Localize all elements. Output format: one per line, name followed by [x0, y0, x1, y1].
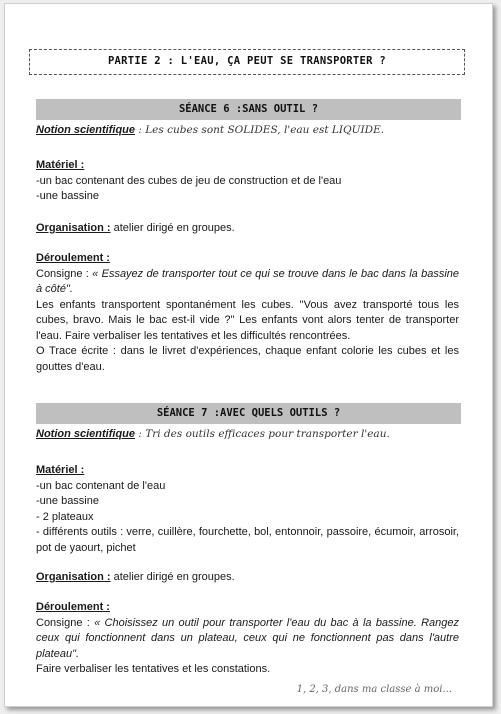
footer-signature: 1, 2, 3, dans ma classe à moi... [296, 684, 452, 695]
consigne [36, 616, 459, 663]
notion-label: Notion scientifique [36, 428, 135, 440]
notion-label: Notion scientifique [36, 124, 135, 136]
part-title: PARTIE 2 : L'EAU, ÇA PEUT SE TRANSPORTER ? [29, 49, 465, 75]
session-6-title: SÉANCE 6 :SANS OUTIL ? [36, 99, 461, 120]
consigne-text: « Choisissez un outil pour transporter l'eau du bac à la bassine. Rangez ceux qui fonctionnent dans un plateau, ceux qui ne fonctionnent pas dans l'autre plateau". [36, 616, 459, 660]
organisation-label: Organisation : [36, 571, 111, 583]
deroulement-label: Déroulement : [36, 601, 110, 613]
session-6-deroulement [36, 251, 459, 375]
trace-ecrite: O Trace écrite : dans le livret d'expériences, chaque enfant colorie les cubes et les gouttes d'eau. [36, 345, 459, 373]
materiel-item: -une bassine [36, 495, 99, 507]
materiel-item: - différents outils : verre, cuillère, fourchette, bol, entonnoir, passoire, écumoir, arrosoir, pot de yaourt, pichet [36, 526, 459, 554]
session-7-title: SÉANCE 7 :AVEC QUELS OUTILS ? [36, 403, 461, 424]
paragraph: Les enfants transportent spontanément les cubes. "Vous avez transporté tous les cubes, bravo. Mais le bac est-il vide ?" Les enfants vont alors tenter de transporter l'eau. Faire verbaliser les tentatives et les difficultés rencontrées. [36, 298, 459, 342]
session-6-organisation [36, 221, 459, 237]
session-7-notion [36, 427, 459, 443]
consigne-text: « Essayez de transporter tout ce qui se trouve dans le bac dans la bassine à côté". [36, 267, 459, 295]
consigne [36, 267, 459, 298]
materiel-label: Matériel : [36, 464, 85, 476]
deroulement-label: Déroulement : [36, 252, 110, 264]
organisation-text: atelier dirigé en groupes. [110, 222, 235, 234]
session-6-notion [36, 123, 459, 139]
materiel-item: - 2 plateaux [36, 510, 94, 523]
materiel-label: Matériel : [36, 159, 85, 171]
session-7-deroulement [36, 600, 459, 678]
session-7-materiel [36, 463, 459, 556]
document-page [4, 3, 493, 707]
notion-text: : Les cubes sont SOLIDES, l'eau est LIQUIDE. [135, 124, 385, 136]
consigne-prefix: Consigne : [36, 267, 93, 280]
organisation-text: atelier dirigé en groupes. [110, 571, 235, 583]
materiel-item: -un bac contenant des cubes de jeu de construction et de l'eau [36, 174, 342, 187]
materiel-item: -un bac contenant de l'eau [36, 479, 166, 492]
consigne-prefix: Consigne : [36, 616, 95, 629]
session-6-materiel [36, 158, 459, 205]
paragraph: Faire verbaliser les tentatives et les constations. [36, 663, 271, 675]
materiel-item: -une bassine [36, 190, 99, 202]
organisation-label: Organisation : [36, 222, 111, 234]
session-7-organisation [36, 570, 459, 586]
notion-text: : Tri des outils efficaces pour transporter l'eau. [135, 428, 390, 440]
